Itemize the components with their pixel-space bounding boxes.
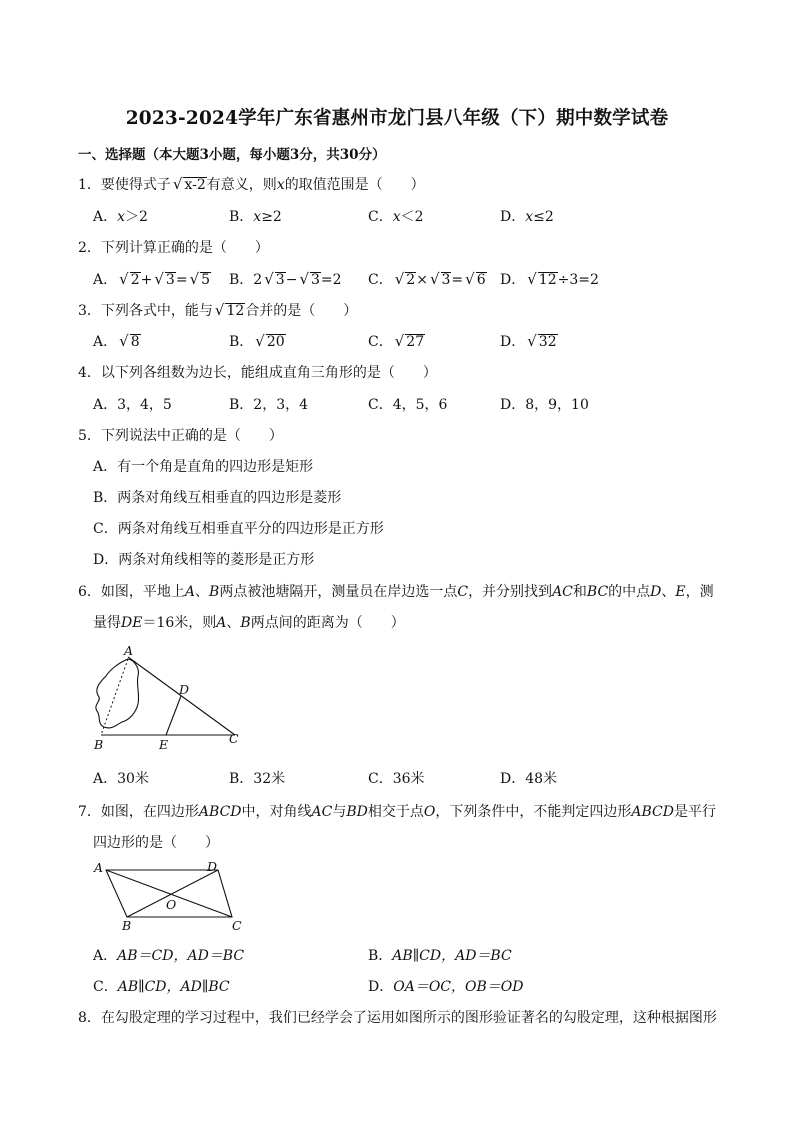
option-a: A．有一个角是直角的四边形是矩形 xyxy=(93,459,314,475)
question-6-line-1: 6．如图，平地上A、B两点被池塘隔开，测量员在岸边选一点C，并分别找到AC和BC的中点D、E，测 xyxy=(78,584,714,600)
option-c: C． √ 27 xyxy=(368,332,425,350)
option-c: C．AB∥CD，AD∥BC xyxy=(93,979,230,995)
question-number: 1． xyxy=(78,177,101,193)
point-b-label: B xyxy=(122,918,132,933)
point-e-label: E xyxy=(159,737,169,752)
option-b: B．x≥2 xyxy=(229,209,282,225)
sqrt-icon: √ xyxy=(119,332,129,350)
sqrt-icon: √ xyxy=(172,175,183,193)
option-d: D． √ 12÷3=2 xyxy=(500,270,599,288)
question-text: 要使得式子 xyxy=(100,177,171,193)
line-ab-dashed xyxy=(101,659,128,735)
option-b: B． √ 20 xyxy=(229,332,285,350)
sqrt-icon: √ xyxy=(119,270,129,288)
option-b: B．2，3，4 xyxy=(229,397,309,413)
question-6-line-2: 量得DE＝16米，则A、B两点间的距离为（ ） xyxy=(93,615,405,631)
option-a: A． √ 2+ √ 3= √ 5 xyxy=(93,270,211,288)
sqrt-icon: √ xyxy=(264,270,274,288)
question-text: 的取值范围是（ ） xyxy=(284,177,425,193)
point-b-label: B xyxy=(94,737,104,752)
option-b: B．两条对角线互相垂直的四边形是菱形 xyxy=(93,490,342,506)
point-o-label: O xyxy=(166,897,177,912)
question-7-line-1: 7．如图，在四边形ABCD中，对角线AC与BD相交于点O，下列条件中，不能判定四边形ABCD是平行 xyxy=(78,804,716,820)
point-d-label: D xyxy=(179,682,190,697)
point-c-label: C xyxy=(229,731,239,746)
option-a: A． √ 8 xyxy=(93,332,140,350)
radicand: x-2 xyxy=(184,177,206,193)
option-d: D．x≤2 xyxy=(500,209,554,225)
point-a-label: A xyxy=(94,860,104,875)
question-8: 8．在勾股定理的学习过程中，我们已经学会了运用如图所示的图形验证著名的勾股定理，这种根据图形 xyxy=(78,1010,717,1026)
line-de xyxy=(166,696,181,735)
sqrt-icon: √ xyxy=(394,270,405,288)
option-c: C．36米 xyxy=(368,771,425,787)
option-c: C． √ 2× √ 3= √ 6 xyxy=(368,270,486,288)
point-d-label: D xyxy=(207,859,218,874)
question-7-line-2: 四边形的是（ ） xyxy=(93,835,219,851)
sqrt-icon: √ xyxy=(394,332,405,350)
sqrt-icon: √ xyxy=(255,332,265,350)
sqrt-icon: √ xyxy=(154,270,164,288)
option-d: D．48米 xyxy=(500,771,558,787)
question-5: 5．下列说法中正确的是（ ） xyxy=(78,428,283,444)
question-text: 有意义，则 xyxy=(206,177,277,193)
option-b: B．32米 xyxy=(229,771,286,787)
sqrt-icon: √ xyxy=(214,301,225,319)
option-a: A．AB＝CD，AD＝BC xyxy=(93,948,245,964)
question-2: 2．下列计算正确的是（ ） xyxy=(78,240,269,256)
option-b: B．2 √ 3− √ 3=2 xyxy=(229,270,342,288)
sqrt-icon: √ xyxy=(527,332,537,350)
sqrt-icon: √ xyxy=(465,270,475,288)
option-c: C．x＜2 xyxy=(368,209,424,225)
option-d: D．两条对角线相等的菱形是正方形 xyxy=(93,552,315,568)
option-a: A．x＞2 xyxy=(93,209,148,225)
page-title: 2023-2024学年广东省惠州市龙门县八年级（下）期中数学试卷 xyxy=(125,108,669,129)
option-c: C．4，5，6 xyxy=(368,397,448,413)
variable: x xyxy=(276,177,285,193)
question-3: 3．下列各式中，能与 √ 12合并的是（ ） xyxy=(78,301,358,319)
option-d: D． √ 32 xyxy=(500,332,557,350)
option-b: B．AB∥CD，AD＝BC xyxy=(368,948,512,964)
option-d: D．OA＝OC，OB＝OD xyxy=(368,979,524,995)
option-a: A．3，4，5 xyxy=(93,397,172,413)
pond-outline xyxy=(96,659,139,728)
point-c-label: C xyxy=(232,918,242,933)
sqrt-icon: √ xyxy=(429,270,440,288)
option-c: C．两条对角线互相垂直平分的四边形是正方形 xyxy=(93,521,384,537)
section-heading: 一、选择题（本大题3小题，每小题3分，共30分） xyxy=(78,147,386,163)
point-a-label: A xyxy=(124,643,134,658)
sqrt-icon: √ xyxy=(299,270,309,288)
option-a: A．30米 xyxy=(93,771,149,787)
sqrt-icon: √ xyxy=(527,270,537,288)
option-d: D．8，9，10 xyxy=(500,397,589,413)
sqrt-icon: √ xyxy=(189,270,200,288)
question-4: 4．以下列各组数为边长，能组成直角三角形的是（ ） xyxy=(78,365,437,381)
